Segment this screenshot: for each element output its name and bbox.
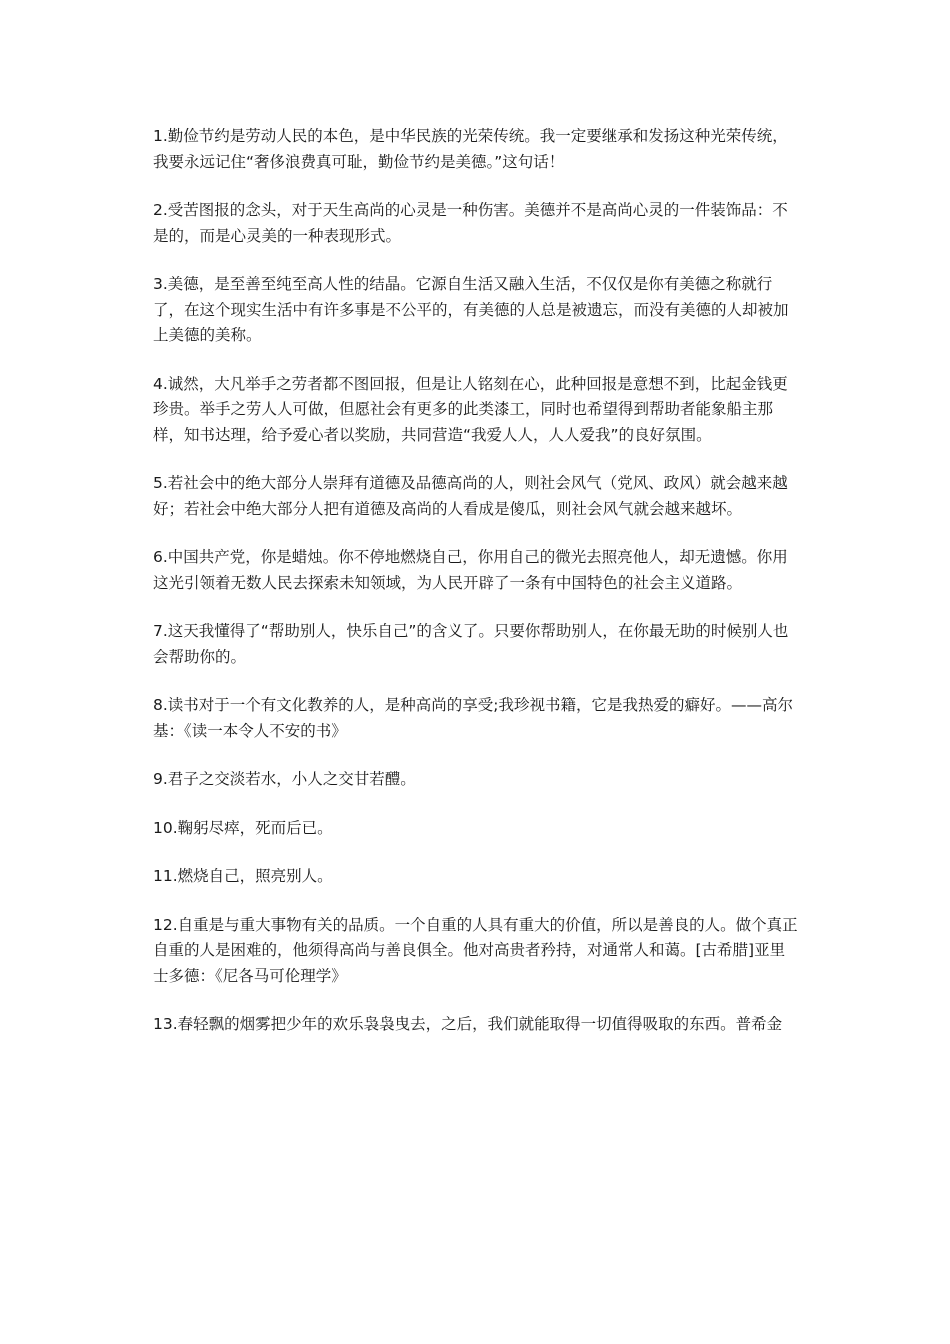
quote-paragraph-7: 7.这天我懂得了“帮助别人，快乐自己”的含义了。只要你帮助别人，在你最无助的时候别人也会帮助你的。	[153, 622, 789, 666]
quote-paragraph-2: 2.受苦图报的念头，对于天生高尚的心灵是一种伤害。美德并不是高尚心灵的一件装饰品：不是的，而是心灵美的一种表现形式。	[153, 201, 788, 245]
quote-paragraph-6: 6.中国共产党，你是蜡烛。你不停地燃烧自己，你用自己的微光去照亮他人，却无遗憾。你用这光引领着无数人民去探索未知领域，为人民开辟了一条有中国特色的社会主义道路。	[153, 548, 788, 592]
quote-paragraph-12: 12.自重是与重大事物有关的品质。一个自重的人具有重大的价值，所以是善良的人。做个真正自重的人是困难的，他须得高尚与善良俱全。他对高贵者矜持，对通常人和蔼。[古希腊]亚里士多德：《尼各马可伦理学》	[153, 915, 798, 985]
quote-paragraph-8: 8.读书对于一个有文化教养的人，是种高尚的享受;我珍视书籍，它是我热爱的癖好。——高尔基：《读一本令人不安的书》	[153, 696, 794, 740]
quote-paragraph-3: 3.美德，是至善至纯至高人性的结晶。它源自生活又融入生活，不仅仅是你有美德之称就行了，在这个现实生活中有许多事是不公平的，有美德的人总是被遗忘，而没有美德的人却被加上美德的美称。	[153, 275, 789, 344]
quote-paragraph-13: 13.春轻飘的烟雾把少年的欢乐袅袅曳去，之后，我们就能取得一切值得吸取的东西。普希金	[153, 1015, 783, 1033]
quote-paragraph-9: 9.君子之交淡若水，小人之交甘若醴。	[153, 770, 416, 788]
quote-paragraph-5: 5.若社会中的绝大部分人崇拜有道德及品德高尚的人，则社会风气（党风、政风）就会越来越好；若社会中绝大部分人把有道德及高尚的人看成是傻瓜，则社会风气就会越来越坏。	[153, 474, 788, 518]
quote-paragraph-4: 4.诚然，大凡举手之劳者都不图回报，但是让人铭刻在心，此种回报是意想不到，比起金钱更珍贵。举手之劳人人可做，但愿社会有更多的此类漆工，同时也希望得到帮助者能象船主那样，知书达理，给予爱心者以奖励，共同营造“我爱人人，人人爱我”的良好氛围。	[153, 374, 788, 444]
quote-paragraph-10: 10.鞠躬尽瘁，死而后已。	[153, 818, 333, 837]
quote-paragraph-11: 11.燃烧自己，照亮别人。	[153, 867, 333, 885]
document-page	[153, 124, 798, 1061]
quote-paragraph-1: 1.勤俭节约是劳动人民的本色，是中华民族的光荣传统。我一定要继承和发扬这种光荣传统，我要永远记住“奢侈浪费真可耻，勤俭节约是美德。”这句话！	[153, 127, 788, 171]
